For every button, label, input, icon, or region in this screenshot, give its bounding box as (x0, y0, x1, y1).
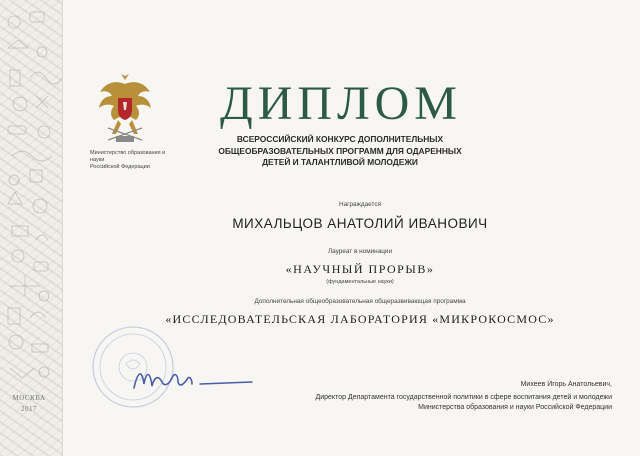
border-doodles (0, 0, 62, 456)
ornamental-border (0, 0, 63, 456)
year-label: 2017 (21, 405, 37, 413)
city-label: МОСКВА (12, 394, 46, 402)
program-name: «ИССЛЕДОВАТЕЛЬСКАЯ ЛАБОРАТОРИЯ «МИКРОКОСМОС» (165, 312, 555, 326)
signatory-title-line: Директор Департамента государственной политики в сфере воспитания детей и молодежи (315, 394, 612, 401)
ministry-caption-line: Российской Федерации (90, 164, 150, 170)
signatory-name: Михеев Игорь Анатольевич, (520, 381, 612, 388)
awarded-label: Награждается (338, 201, 382, 208)
signatory-title-line: Министерства образования и науки Российской Федерации (418, 404, 612, 411)
ministry-caption (90, 150, 180, 171)
contest-name-line: ДЕТЕЙ И ТАЛАНТЛИВОЙ МОЛОДЕЖИ (262, 157, 418, 167)
contest-name (200, 134, 480, 169)
program-label: Дополнительная общеобразовательная общеразвивающая программа (254, 298, 466, 305)
nomination-title: «НАУЧНЫЙ ПРОРЫВ» (285, 262, 435, 276)
diploma-title: ДИПЛОМ (220, 77, 462, 130)
contest-name-line: ОБЩЕОБРАЗОВАТЕЛЬНЫХ ПРОГРАММ ДЛЯ ОДАРЕННЫХ (218, 145, 462, 156)
signatory-title (272, 393, 612, 413)
nomination-note: (фундаментальные науки) (326, 279, 394, 285)
recipient-name: МИХАЛЬЦОВ АНАТОЛИЙ ИВАНОВИЧ (232, 216, 488, 231)
handwritten-signature (128, 360, 258, 400)
laureate-label: Лауреат в номинации (327, 248, 393, 255)
contest-name-line: ВСЕРОССИЙСКИЙ КОНКУРС ДОПОЛНИТЕЛЬНЫХ (236, 134, 444, 144)
ministry-caption-line: Министерство образования и науки (90, 150, 166, 163)
double-headed-eagle-emblem-icon (96, 70, 154, 152)
